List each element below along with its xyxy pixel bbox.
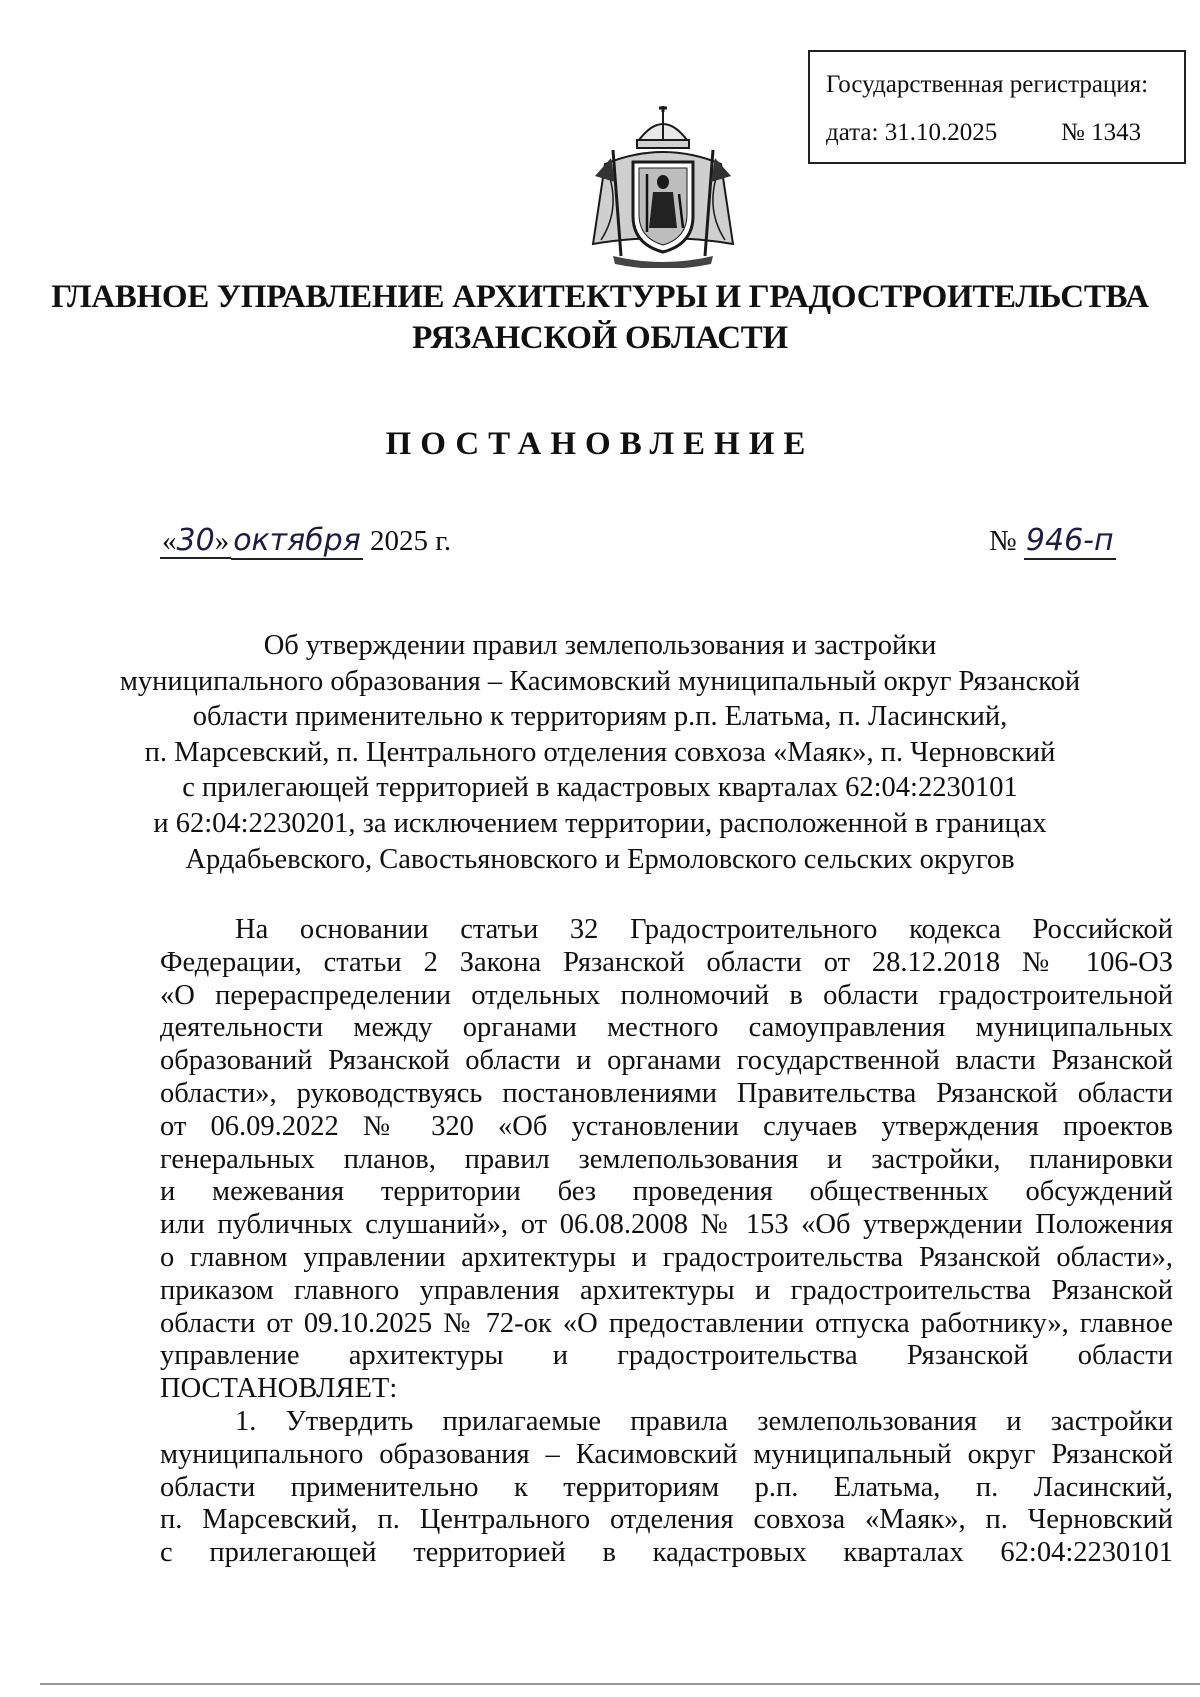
title-line: п. Марсевский, п. Центрального отделения совхоза «Маяк», п. Черновский (144, 736, 1056, 768)
body-line: области от 09.10.2025 № 72-ок «О предоставлении отпуска работнику», главное (160, 1307, 1173, 1339)
date-day-handwritten: 30 (176, 523, 215, 558)
registration-stamp (808, 50, 1186, 164)
body-line: области применительно к территориям р.п. Елатьма, п. Ласинский, (160, 1471, 1173, 1503)
date-month-handwritten: октября (233, 523, 361, 558)
title-line: муниципального образования – Касимовский муниципальный округ Рязанской (119, 665, 1081, 697)
title-line: с прилегающей территорией в кадастровых кварталах 62:04:2230101 (182, 772, 1018, 804)
body-line: Федерации, статьи 2 Закона Рязанской области от 28.12.2018 № 106-ОЗ (160, 946, 1173, 978)
body-line: муниципального образования – Касимовский муниципальный округ Рязанской (160, 1438, 1173, 1470)
body-line: образований Рязанской области и органами государственной власти Рязанской (160, 1045, 1173, 1077)
body-line: или публичных слушаний», от 06.08.2008 № 153 «Об утверждении Положения (160, 1209, 1173, 1241)
body-line: с прилегающей территорией в кадастровых кварталах 62:04:2230101 (160, 1537, 1173, 1569)
date-year: 2025 г. (370, 525, 452, 557)
organization-name-line2: РЯЗАНСКОЙ ОБЛАСТИ (412, 320, 788, 356)
number-sign: № (989, 525, 1017, 557)
registration-date: дата: 31.10.2025 (826, 119, 998, 146)
number-handwritten: 946-п (1025, 523, 1114, 558)
body-line: от 06.09.2022 № 320 «Об установлении случаев утверждения проектов (160, 1110, 1173, 1142)
quote-open: « (162, 525, 177, 557)
body-line: На основании статьи 32 Градостроительного кодекса Российской (235, 914, 1173, 945)
title-line: и 62:04:2230201, за исключением территории, расположенной в границах (153, 807, 1047, 839)
body-line: управление архитектуры и градостроительства Рязанской области (160, 1340, 1173, 1372)
title-line: Об утверждении правил землепользования и застройки (263, 630, 937, 661)
coat-of-arms-icon (583, 106, 743, 268)
organization-name-line1: ГЛАВНОЕ УПРАВЛЕНИЕ АРХИТЕКТУРЫ И ГРАДОСТРОИТЕЛЬСТВА (51, 279, 1149, 315)
title-line: области применительно к территориям р.п. Елатьма, п. Ласинский, (192, 701, 1008, 733)
date-day-field (160, 525, 231, 559)
document-type-heading: ПОСТАНОВЛЕНИЕ (385, 426, 815, 462)
body-line: генеральных планов, правил землепользования и застройки, планировки (160, 1143, 1173, 1175)
body-line: о главном управлении архитектуры и градостроительства Рязанской области», (160, 1241, 1173, 1273)
body-line: п. Марсевский, п. Центрального отделения совхоза «Маяк», п. Черновский (160, 1504, 1173, 1536)
body-line: ПОСТАНОВЛЯЕТ: (160, 1373, 398, 1405)
page-bottom-rule (40, 1683, 1200, 1685)
body-line: и межевания территории без проведения общественных обсуждений (160, 1176, 1173, 1208)
body-line: области», руководствуясь постановлениями Правительства Рязанской области (160, 1077, 1173, 1109)
title-line: Ардабьевского, Савостьяновского и Ермоловского сельских округов (185, 843, 1015, 875)
registration-title: Государственная регистрация: (826, 71, 1149, 98)
body-line: 1. Утвердить прилагаемые правила землепользования и застройки (235, 1405, 1173, 1437)
body-line: приказом главного управления архитектуры и градостроительства Рязанской (160, 1274, 1173, 1306)
body-line: «О перераспределении отдельных полномочий в области градостроительной (160, 979, 1173, 1011)
document-date (160, 523, 451, 558)
resolution-body (160, 914, 1173, 1570)
document-number (989, 523, 1116, 558)
resolution-title (100, 628, 1100, 877)
body-line: деятельности между органами местного самоуправления муниципальных (160, 1012, 1173, 1044)
registration-number: № 1343 (1061, 119, 1142, 146)
quote-close: » (214, 525, 230, 557)
